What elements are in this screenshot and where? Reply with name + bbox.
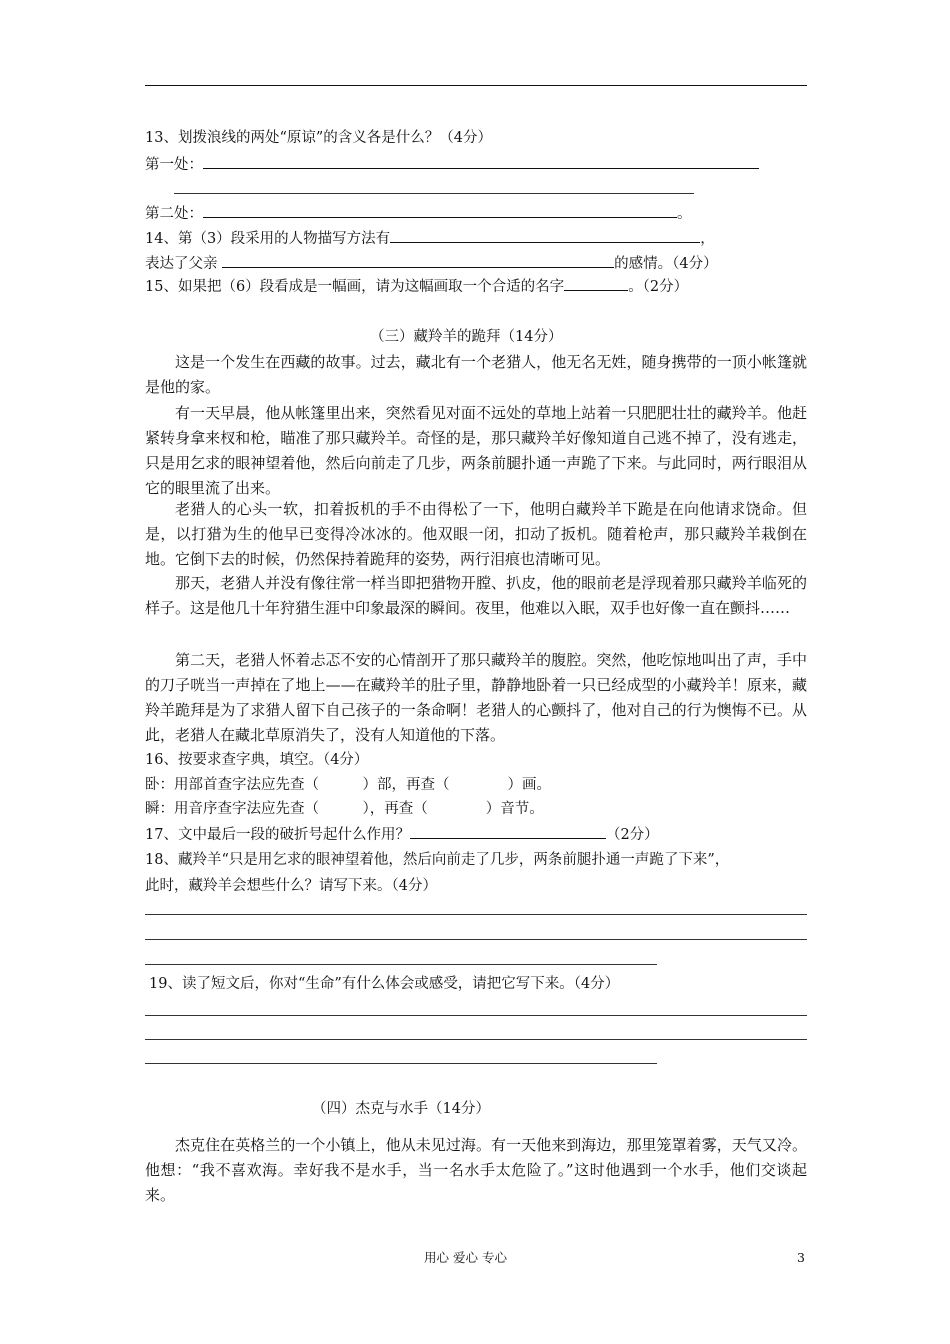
question-15 [145, 276, 688, 297]
q14-comma: ， [700, 231, 715, 247]
question-14 [145, 228, 715, 249]
q14-method-blank[interactable] [390, 228, 700, 243]
q17-end: （2分） [605, 827, 659, 843]
q15-end: 。（2分） [628, 279, 689, 295]
q13-second-end: 。 [677, 206, 692, 222]
q16-line-2: 瞬：用音序查字法应先查（ ），再查（ ）音节。 [145, 801, 544, 817]
q13-second-answer-blank[interactable] [203, 203, 677, 218]
q16-line-1: 卧：用部首查字法应先查（ ）部，再查（ ）画。 [145, 777, 551, 793]
section-3-paragraph-1: 这是一个发生在西藏的故事。过去，藏北有一个老猎人，他无名无姓，随身携带的一顶小帐篷就是他的家。 [145, 353, 807, 396]
q13-first-answer-blank-2[interactable] [174, 193, 694, 194]
q13-first-label: 第一处： [145, 157, 203, 173]
header-rule [145, 85, 807, 86]
section-3-paragraph-2: 有一天早晨，他从帐篷里出来，突然看见对面不远处的草地上站着一只肥肥壮壮的藏羚羊。他赶紧转身拿来杈和枪，瞄准了那只藏羚羊。奇怪的是，那只藏羚羊好像知道自己逃不掉了，没有逃走，只是用乞求的眼神望着他，然后向前走了几步，两条前腿扑通一声跪了下来。与此同时，两行眼泪从它的眼里流了出来。 [145, 404, 807, 497]
q19-answer-line-2[interactable] [145, 1039, 807, 1040]
q14-text: 14、第（3）段采用的人物描写方法有 [145, 231, 391, 247]
q14-expr-end: 的感情。（4分） [614, 256, 718, 272]
question-18-line-2: 此时，藏羚羊会想些什么？请写下来。（4分） [145, 878, 437, 894]
section-4-title: （四）杰克与水手（14分） [312, 1101, 490, 1117]
q13-second-label: 第二处： [145, 206, 203, 222]
q15-title-blank[interactable] [564, 276, 628, 291]
q13-first-answer-row [145, 154, 759, 175]
page-number: 3 [797, 1250, 805, 1265]
q18-answer-line-1[interactable] [145, 914, 807, 915]
q18-answer-line-2[interactable] [145, 939, 807, 940]
q15-text: 15、如果把（6）段看成是一幅画，请为这幅画取一个合适的名字 [145, 279, 565, 295]
q13-first-answer-blank[interactable] [203, 154, 759, 169]
q14-feeling-blank[interactable] [222, 253, 614, 268]
q14-expr-label: 表达了父亲 [145, 256, 218, 272]
section-4-paragraph: 杰克住在英格兰的一个小镇上，他从未见过海。有一天他来到海边，那里笼罩着雾，天气又冷。他想：“我不喜欢海。幸好我不是水手，当一名水手太危险了。”这时他遇到一个水手，他们交谈起来。 [145, 1136, 807, 1204]
q17-answer-blank[interactable] [410, 824, 606, 839]
question-17 [145, 824, 659, 845]
section-3-paragraph-3: 老猎人的心头一软，扣着扳机的手不由得松了一下，他明白藏羚羊下跪是在向他请求饶命。但是，以打猎为生的他早已变得冷冰冰的。他双眼一闭，扣动了扳机。随着枪声，那只藏羚羊栽倒在地。它倒下去的时候，仍然保持着跪拜的姿势，两行泪痕也清晰可见。 [145, 500, 807, 568]
question-19: 19、读了短文后，你对“生命”有什么体会或感受，请把它写下来。（4分） [149, 976, 620, 992]
q19-answer-line-3[interactable] [145, 1063, 657, 1064]
q18-answer-line-3[interactable] [145, 964, 657, 965]
question-13: 13、划拨浪线的两处“原谅”的含义各是什么？（4分） [145, 130, 492, 146]
q14-expression-row [145, 253, 718, 274]
section-3-paragraph-5: 第二天，老猎人怀着忐忑不安的心情剖开了那只藏羚羊的腹腔。突然，他吃惊地叫出了声，手中的刀子咣当一声掉在了地上——在藏羚羊的肚子里，静静地卧着一只已经成型的小藏羚羊！原来，藏羚羊跪拜是为了求猎人留下自己孩子的一条命啊！老猎人的心颤抖了，他对自己的行为懊悔不已。从此，老猎人在藏北草原消失了，没有人知道他的下落。 [145, 651, 807, 744]
footer-motto: 用心 爱心 专心 [424, 1250, 507, 1265]
question-16: 16、按要求查字典，填空。（4分） [145, 752, 369, 768]
q13-second-answer-row [145, 203, 692, 224]
q17-text: 17、文中最后一段的破折号起什么作用？ [145, 827, 410, 843]
q19-answer-line-1[interactable] [145, 1015, 807, 1016]
section-3-paragraph-4: 那天，老猎人并没有像往常一样当即把猎物开膛、扒皮，他的眼前老是浮现着那只藏羚羊临死的样子。这是他几十年狩猎生涯中印象最深的瞬间。夜里，他难以入眠，双手也好像一直在颤抖…… [145, 574, 807, 617]
question-18-line-1: 18、藏羚羊“只是用乞求的眼神望着他，然后向前走了几步，两条前腿扑通一声跪了下来”， [145, 852, 730, 868]
section-3-title: （三）藏羚羊的跪拜（14分） [370, 329, 563, 345]
